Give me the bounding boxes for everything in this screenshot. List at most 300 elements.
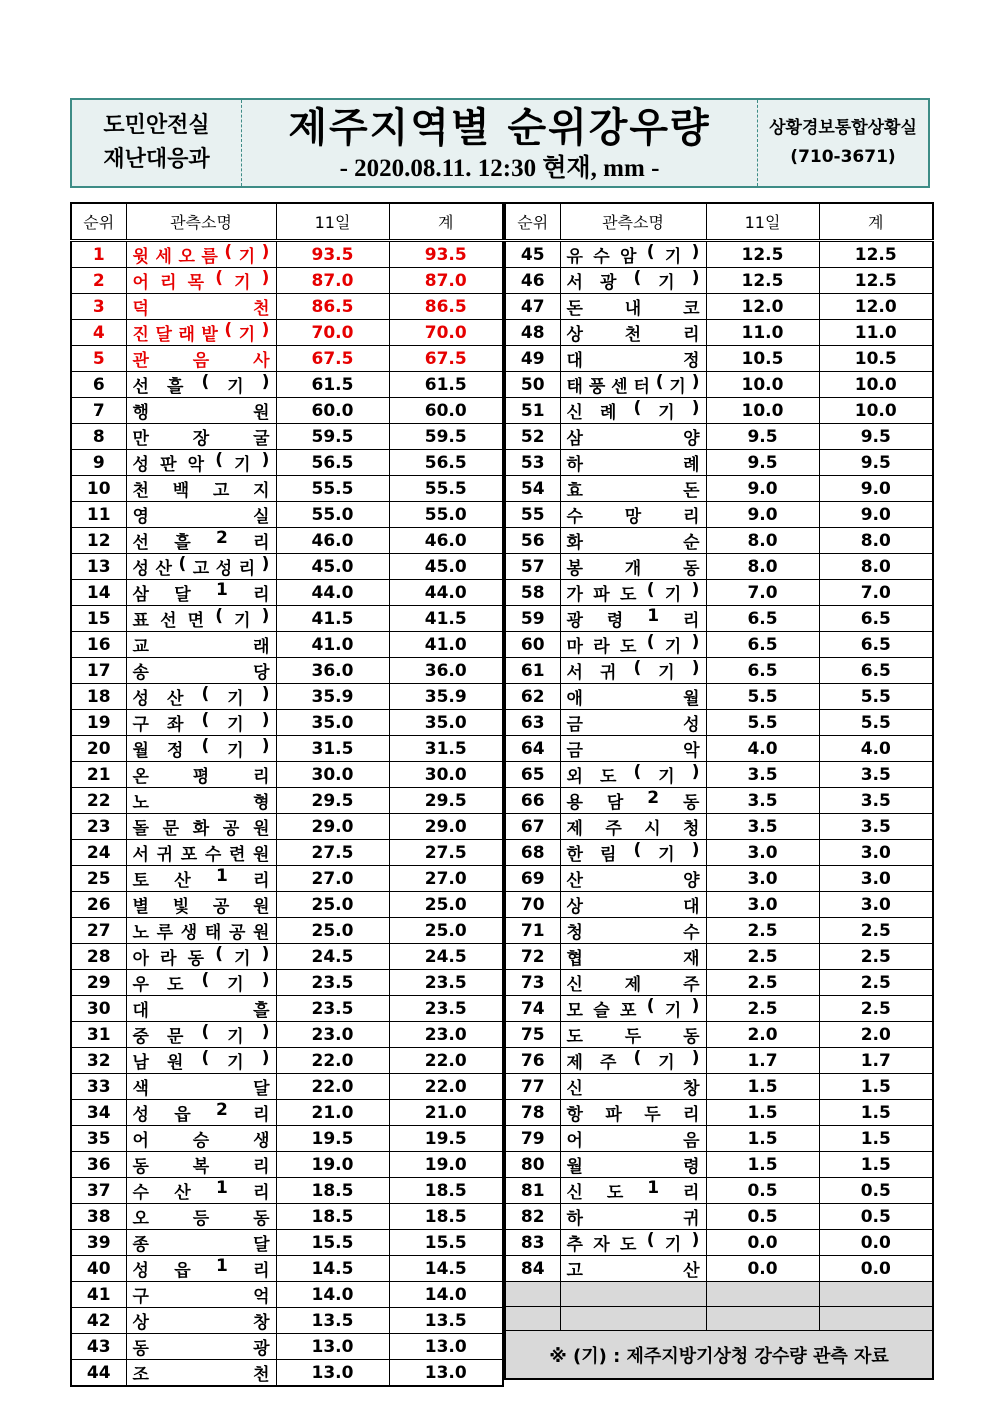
rank-cell: 73 (505, 970, 560, 996)
daily-rainfall-cell: 23.5 (276, 970, 389, 996)
total-rainfall-cell: 10.0 (819, 372, 933, 398)
station-name-cell (560, 866, 706, 892)
table-row (71, 268, 503, 294)
station-name: 성 산 ( 고 성 리 ) (132, 554, 270, 579)
table-row (71, 1074, 503, 1100)
daily-rainfall-cell: 35.0 (276, 710, 389, 736)
rank-cell: 26 (71, 892, 126, 918)
rank-cell: 4 (71, 320, 126, 346)
station-name: 상 창 (132, 1313, 270, 1333)
total-rainfall-cell: 27.0 (389, 866, 503, 892)
rank-cell: 33 (71, 1074, 126, 1100)
col-header-rank: 순위 (71, 203, 126, 241)
station-name: 제 주 ( 기 ) (566, 1048, 700, 1073)
page-title: 제주지역별 순위강우량 (288, 105, 711, 151)
total-rainfall-cell: 6.5 (819, 658, 933, 684)
table-row (71, 1178, 503, 1204)
station-name: 협 재 (566, 949, 700, 969)
table-row (505, 918, 933, 944)
station-name-cell (126, 580, 276, 606)
rank-cell: 9 (71, 450, 126, 476)
rank-cell: 78 (505, 1100, 560, 1126)
total-rainfall-cell: 9.5 (819, 450, 933, 476)
total-rainfall-cell: 9.5 (819, 424, 933, 450)
total-rainfall-cell: 21.0 (389, 1100, 503, 1126)
rank-cell: 54 (505, 476, 560, 502)
daily-rainfall-cell: 29.0 (276, 814, 389, 840)
daily-rainfall-cell: 1.5 (706, 1152, 819, 1178)
total-rainfall-cell: 29.0 (389, 814, 503, 840)
total-rainfall-cell: 3.0 (819, 840, 933, 866)
total-rainfall-cell: 19.5 (389, 1126, 503, 1152)
daily-rainfall-cell: 1.5 (706, 1126, 819, 1152)
rank-cell: 22 (71, 788, 126, 814)
station-name-cell (126, 788, 276, 814)
empty-cell (560, 1282, 706, 1307)
daily-rainfall-cell: 41.5 (276, 606, 389, 632)
daily-rainfall-cell: 23.0 (276, 1022, 389, 1048)
table-row (505, 788, 933, 814)
station-name: 만 장 굴 (132, 429, 270, 449)
daily-rainfall-cell: 55.5 (276, 476, 389, 502)
daily-rainfall-cell: 44.0 (276, 580, 389, 606)
total-rainfall-cell: 30.0 (389, 762, 503, 788)
daily-rainfall-cell: 6.5 (706, 632, 819, 658)
rank-cell: 7 (71, 398, 126, 424)
rank-cell: 41 (71, 1282, 126, 1308)
total-rainfall-cell: 18.5 (389, 1178, 503, 1204)
station-name: 종 달 (132, 1235, 270, 1255)
rank-cell: 42 (71, 1308, 126, 1334)
table-row (71, 1360, 503, 1387)
station-name: 오 등 동 (132, 1209, 270, 1229)
station-name: 화 순 (566, 533, 700, 553)
daily-rainfall-cell: 61.5 (276, 372, 389, 398)
table-row (71, 632, 503, 658)
station-name: 행 원 (132, 403, 270, 423)
table-row (505, 996, 933, 1022)
station-name-cell (560, 1204, 706, 1230)
daily-rainfall-cell: 93.5 (276, 241, 389, 268)
rank-cell: 68 (505, 840, 560, 866)
station-name-cell (126, 684, 276, 710)
station-name-cell (560, 996, 706, 1022)
station-name: 성 산 ( 기 ) (132, 684, 270, 709)
table-row (505, 1048, 933, 1074)
table-row (71, 424, 503, 450)
daily-rainfall-cell: 7.0 (706, 580, 819, 606)
total-rainfall-cell: 15.5 (389, 1230, 503, 1256)
station-name: 삼 양 (566, 429, 700, 449)
total-rainfall-cell: 22.0 (389, 1074, 503, 1100)
station-name: 모 슬 포 ( 기 ) (566, 996, 700, 1021)
table-row (71, 710, 503, 736)
total-rainfall-cell: 6.5 (819, 606, 933, 632)
total-rainfall-cell: 0.0 (819, 1256, 933, 1282)
daily-rainfall-cell: 0.0 (706, 1256, 819, 1282)
total-rainfall-cell: 9.0 (819, 476, 933, 502)
station-name-cell (560, 606, 706, 632)
rank-cell: 45 (505, 241, 560, 268)
table-row (505, 606, 933, 632)
total-rainfall-cell: 0.0 (819, 1230, 933, 1256)
rank-cell: 82 (505, 1204, 560, 1230)
daily-rainfall-cell: 6.5 (706, 606, 819, 632)
rank-cell: 83 (505, 1230, 560, 1256)
table-row (505, 684, 933, 710)
table-row (71, 1152, 503, 1178)
table-row (71, 1126, 503, 1152)
table-row (71, 788, 503, 814)
table-row (505, 762, 933, 788)
station-name-cell (126, 736, 276, 762)
total-rainfall-cell: 44.0 (389, 580, 503, 606)
station-name: 노 루 생 태 공 원 (132, 923, 270, 943)
total-rainfall-cell: 12.0 (819, 294, 933, 320)
station-name: 성 읍 2 리 (132, 1100, 270, 1125)
table-row (71, 892, 503, 918)
total-rainfall-cell: 46.0 (389, 528, 503, 554)
daily-rainfall-cell: 9.0 (706, 502, 819, 528)
rank-cell: 14 (71, 580, 126, 606)
total-rainfall-cell: 13.0 (389, 1334, 503, 1360)
station-name-cell (126, 840, 276, 866)
total-rainfall-cell: 35.0 (389, 710, 503, 736)
rank-cell: 70 (505, 892, 560, 918)
station-name-cell (126, 476, 276, 502)
daily-rainfall-cell: 19.5 (276, 1126, 389, 1152)
table-row (71, 346, 503, 372)
table-row (505, 840, 933, 866)
station-name: 청 수 (566, 923, 700, 943)
table-row (71, 1230, 503, 1256)
rank-cell: 8 (71, 424, 126, 450)
total-rainfall-cell: 8.0 (819, 528, 933, 554)
station-name: 표 선 면 ( 기 ) (132, 606, 270, 631)
station-name-cell (126, 762, 276, 788)
daily-rainfall-cell: 1.5 (706, 1100, 819, 1126)
station-name: 산 양 (566, 871, 700, 891)
station-name-cell (126, 241, 276, 268)
station-name-cell (126, 502, 276, 528)
station-name-cell (560, 814, 706, 840)
total-rainfall-cell: 3.5 (819, 788, 933, 814)
rank-cell: 59 (505, 606, 560, 632)
daily-rainfall-cell: 13.0 (276, 1360, 389, 1387)
daily-rainfall-cell: 10.0 (706, 398, 819, 424)
station-name: 상 대 (566, 897, 700, 917)
daily-rainfall-cell: 15.5 (276, 1230, 389, 1256)
station-name-cell (560, 736, 706, 762)
station-name-cell (560, 528, 706, 554)
table-row (71, 944, 503, 970)
table-row (505, 528, 933, 554)
rank-cell: 79 (505, 1126, 560, 1152)
daily-rainfall-cell: 9.0 (706, 476, 819, 502)
station-name-cell (560, 892, 706, 918)
table-row (505, 1022, 933, 1048)
table-row (71, 241, 503, 268)
table-row (505, 736, 933, 762)
total-rainfall-cell: 1.5 (819, 1100, 933, 1126)
daily-rainfall-cell: 14.0 (276, 1282, 389, 1308)
total-rainfall-cell: 5.5 (819, 710, 933, 736)
table-row (71, 528, 503, 554)
daily-rainfall-cell: 23.5 (276, 996, 389, 1022)
daily-rainfall-cell: 22.0 (276, 1074, 389, 1100)
station-name: 용 담 2 동 (566, 788, 700, 813)
table-row (71, 450, 503, 476)
total-rainfall-cell: 14.0 (389, 1282, 503, 1308)
total-rainfall-cell: 59.5 (389, 424, 503, 450)
table-row (505, 372, 933, 398)
rank-cell: 50 (505, 372, 560, 398)
rank-cell: 84 (505, 1256, 560, 1282)
total-rainfall-cell: 8.0 (819, 554, 933, 580)
daily-rainfall-cell: 5.5 (706, 684, 819, 710)
rank-cell: 75 (505, 1022, 560, 1048)
table-row (71, 1048, 503, 1074)
rank-cell: 32 (71, 1048, 126, 1074)
total-rainfall-cell: 13.5 (389, 1308, 503, 1334)
station-name-cell (126, 632, 276, 658)
station-name-cell (126, 1048, 276, 1074)
station-name-cell (126, 450, 276, 476)
station-name-cell (126, 1360, 276, 1387)
station-name-cell (560, 632, 706, 658)
table-row (505, 1178, 933, 1204)
daily-rainfall-cell: 12.5 (706, 241, 819, 268)
station-name-cell (126, 866, 276, 892)
daily-rainfall-cell: 18.5 (276, 1204, 389, 1230)
total-rainfall-cell: 3.0 (819, 866, 933, 892)
daily-rainfall-cell: 56.5 (276, 450, 389, 476)
rank-cell: 76 (505, 1048, 560, 1074)
station-name: 중 문 ( 기 ) (132, 1022, 270, 1047)
table-row (505, 502, 933, 528)
station-name: 영 실 (132, 507, 270, 527)
rank-cell: 21 (71, 762, 126, 788)
table-row (71, 1022, 503, 1048)
total-rainfall-cell: 56.5 (389, 450, 503, 476)
table-row (505, 892, 933, 918)
daily-rainfall-cell: 30.0 (276, 762, 389, 788)
table-row (505, 970, 933, 996)
table-row (71, 1100, 503, 1126)
station-name-cell (126, 424, 276, 450)
daily-rainfall-cell: 0.5 (706, 1204, 819, 1230)
station-name-cell (126, 1022, 276, 1048)
daily-rainfall-cell: 9.5 (706, 424, 819, 450)
daily-rainfall-cell: 87.0 (276, 268, 389, 294)
station-name-cell (560, 710, 706, 736)
total-rainfall-cell: 6.5 (819, 632, 933, 658)
total-rainfall-cell: 5.5 (819, 684, 933, 710)
rank-cell: 38 (71, 1204, 126, 1230)
rank-cell: 1 (71, 241, 126, 268)
table-row (505, 1126, 933, 1152)
daily-rainfall-cell: 35.9 (276, 684, 389, 710)
table-row (71, 840, 503, 866)
total-rainfall-cell: 12.5 (819, 241, 933, 268)
total-rainfall-cell: 12.5 (819, 268, 933, 294)
col-header-total: 계 (819, 203, 933, 241)
col-header-total: 계 (389, 203, 503, 241)
station-name-cell (126, 606, 276, 632)
station-name: 가 파 도 ( 기 ) (566, 580, 700, 605)
empty-row (505, 1282, 933, 1307)
total-rainfall-cell: 2.5 (819, 944, 933, 970)
rank-cell: 66 (505, 788, 560, 814)
total-rainfall-cell: 10.0 (819, 398, 933, 424)
daily-rainfall-cell: 24.5 (276, 944, 389, 970)
rank-cell: 53 (505, 450, 560, 476)
table-row (505, 1204, 933, 1230)
station-name-cell (126, 970, 276, 996)
daily-rainfall-cell: 27.0 (276, 866, 389, 892)
rank-cell: 25 (71, 866, 126, 892)
station-name: 토 산 1 리 (132, 866, 270, 891)
rank-cell: 51 (505, 398, 560, 424)
station-name: 선 흘 ( 기 ) (132, 372, 270, 397)
total-rainfall-cell: 70.0 (389, 320, 503, 346)
daily-rainfall-cell: 19.0 (276, 1152, 389, 1178)
daily-rainfall-cell: 18.5 (276, 1178, 389, 1204)
station-name-cell (560, 241, 706, 268)
table-row (71, 502, 503, 528)
rank-cell: 23 (71, 814, 126, 840)
station-name: 서 광 ( 기 ) (566, 268, 700, 293)
station-name-cell (560, 502, 706, 528)
station-name: 효 돈 (566, 481, 700, 501)
table-row (505, 294, 933, 320)
station-name: 색 달 (132, 1079, 270, 1099)
station-name: 구 좌 ( 기 ) (132, 710, 270, 735)
table-row (505, 1152, 933, 1178)
daily-rainfall-cell: 22.0 (276, 1048, 389, 1074)
rank-cell: 5 (71, 346, 126, 372)
table-row (71, 762, 503, 788)
station-name-cell (560, 1100, 706, 1126)
daily-rainfall-cell: 3.0 (706, 866, 819, 892)
rank-cell: 62 (505, 684, 560, 710)
station-name: 제 주 시 청 (566, 819, 700, 839)
rank-cell: 20 (71, 736, 126, 762)
daily-rainfall-cell: 1.5 (706, 1074, 819, 1100)
daily-rainfall-cell: 2.5 (706, 944, 819, 970)
table-row (71, 814, 503, 840)
station-name-cell (126, 398, 276, 424)
total-rainfall-cell: 27.5 (389, 840, 503, 866)
station-name: 하 례 (566, 455, 700, 475)
table-row (505, 658, 933, 684)
total-rainfall-cell: 14.5 (389, 1256, 503, 1282)
empty-row (505, 1306, 933, 1331)
station-name: 진 달 래 밭 ( 기 ) (132, 320, 270, 345)
rank-cell: 29 (71, 970, 126, 996)
total-rainfall-cell: 9.0 (819, 502, 933, 528)
rank-cell: 11 (71, 502, 126, 528)
station-name: 천 백 고 지 (132, 481, 270, 501)
rank-cell: 46 (505, 268, 560, 294)
station-name: 구 억 (132, 1287, 270, 1307)
station-name: 태 풍 센 터 ( 기 ) (566, 372, 700, 397)
table-row (505, 1074, 933, 1100)
station-name: 월 령 (566, 1157, 700, 1177)
station-name: 월 정 ( 기 ) (132, 736, 270, 761)
station-name-cell (560, 424, 706, 450)
station-name-cell (560, 450, 706, 476)
station-name-cell (560, 294, 706, 320)
daily-rainfall-cell: 9.5 (706, 450, 819, 476)
station-name: 송 당 (132, 663, 270, 683)
daily-rainfall-cell: 45.0 (276, 554, 389, 580)
station-name: 별 빛 공 원 (132, 897, 270, 917)
total-rainfall-cell: 41.5 (389, 606, 503, 632)
station-name: 조 천 (132, 1365, 270, 1385)
station-name-cell (560, 840, 706, 866)
rank-cell: 80 (505, 1152, 560, 1178)
rank-cell: 3 (71, 294, 126, 320)
station-name-cell (126, 814, 276, 840)
station-name: 성 읍 1 리 (132, 1256, 270, 1281)
table-row (505, 320, 933, 346)
total-rainfall-cell: 1.7 (819, 1048, 933, 1074)
rank-cell: 39 (71, 1230, 126, 1256)
daily-rainfall-cell: 3.5 (706, 762, 819, 788)
station-name-cell (560, 658, 706, 684)
station-name-cell (560, 1022, 706, 1048)
station-name-cell (126, 918, 276, 944)
rank-cell: 18 (71, 684, 126, 710)
station-name-cell (126, 1334, 276, 1360)
rank-cell: 37 (71, 1178, 126, 1204)
daily-rainfall-cell: 67.5 (276, 346, 389, 372)
rank-cell: 24 (71, 840, 126, 866)
total-rainfall-cell: 55.5 (389, 476, 503, 502)
daily-rainfall-cell: 3.0 (706, 892, 819, 918)
rank-cell: 47 (505, 294, 560, 320)
table-header-row (71, 203, 503, 241)
daily-rainfall-cell: 21.0 (276, 1100, 389, 1126)
station-name: 노 형 (132, 793, 270, 813)
table-row (505, 424, 933, 450)
station-name-cell (126, 944, 276, 970)
daily-rainfall-cell: 0.0 (706, 1230, 819, 1256)
daily-rainfall-cell: 4.0 (706, 736, 819, 762)
table-row (71, 320, 503, 346)
rank-cell: 77 (505, 1074, 560, 1100)
station-name-cell (126, 710, 276, 736)
station-name: 하 귀 (566, 1209, 700, 1229)
station-name-cell (560, 1178, 706, 1204)
station-name: 한 림 ( 기 ) (566, 840, 700, 865)
rank-cell: 58 (505, 580, 560, 606)
table-row (505, 554, 933, 580)
col-header-station: 관측소명 (126, 203, 276, 241)
station-name-cell (560, 1152, 706, 1178)
total-rainfall-cell: 45.0 (389, 554, 503, 580)
phone-number: (710-3671) (790, 147, 896, 167)
total-rainfall-cell: 3.5 (819, 762, 933, 788)
total-rainfall-cell: 18.5 (389, 1204, 503, 1230)
daily-rainfall-cell: 3.0 (706, 840, 819, 866)
station-name: 대 정 (566, 351, 700, 371)
table-row (71, 1282, 503, 1308)
total-rainfall-cell: 29.5 (389, 788, 503, 814)
total-rainfall-cell: 55.0 (389, 502, 503, 528)
station-name: 어 승 생 (132, 1131, 270, 1151)
